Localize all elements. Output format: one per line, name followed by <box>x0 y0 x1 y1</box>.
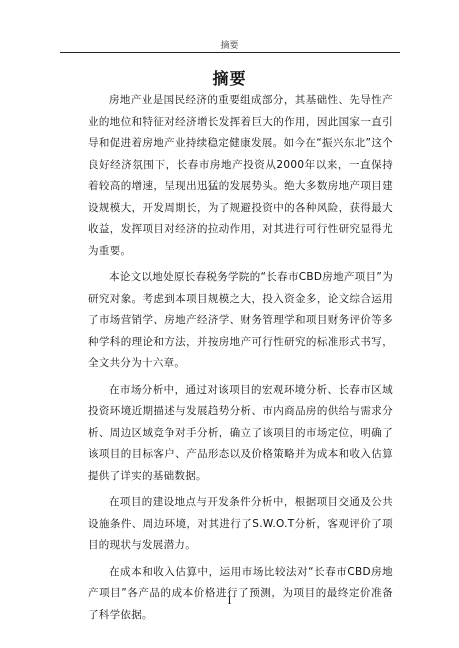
page-number: I <box>227 596 232 607</box>
paragraph-5: 在成本和收入估算中，运用市场比较法对“长春市CBD房地产项目”各产品的成本价格进行了预测，为项目的最终定价准备了科学依据。 <box>88 565 393 621</box>
paragraph-3: 在市场分析中，通过对该项目的宏观环境分析、长春市区域投资环境近期描述与发展趋势分析、市内商品房的供给与需求分析、周边区域竞争对手分析，确立了该项目的市场定位，明确了该项目的目标客户、产品形态以及价格策略并为成本和收入估算提供了详实的基础数据。 <box>88 383 393 482</box>
page-title: 摘要 <box>212 69 247 88</box>
abstract-body <box>88 90 393 631</box>
paragraph-4: 在项目的建设地点与开发条件分析中，根据项目交通及公共设施条件、周边环境，对其进行了S.W.O.T分析，客观评价了项目的现状与发展潜力。 <box>88 496 393 551</box>
header-divider <box>60 52 400 53</box>
running-header: 摘要 <box>220 41 239 51</box>
paragraph-2: 本论文以地处原长春税务学院的“长春市CBD房地产项目”为研究对象。考虑到本项目规模之大，投入资金多，论文综合运用了市场营销学、房地产经济学、财务管理学和项目财务评价等多种学科的理论和方法，并按房地产可行性研究的标准形式书写，全文共分为十六章。 <box>88 271 393 369</box>
paragraph-1: 房地产业是国民经济的重要组成部分，其基础性、先导性产业的地位和特征对经济增长发挥着巨大的作用，因此国家一直引导和促进着房地产业持续稳定健康发展。如今在“振兴东北”这个良好经济氛围下，长春市房地产投资从2000年以来，一直保持着较高的增速，呈现出迅猛的发展势头。绝大多数房地产项目建设规模大，开发周期长，为了规避投资中的各种风险，获得最大收益，发挥项目对经济的拉动作用，对其进行可行性研究显得尤为重要。 <box>88 94 393 257</box>
